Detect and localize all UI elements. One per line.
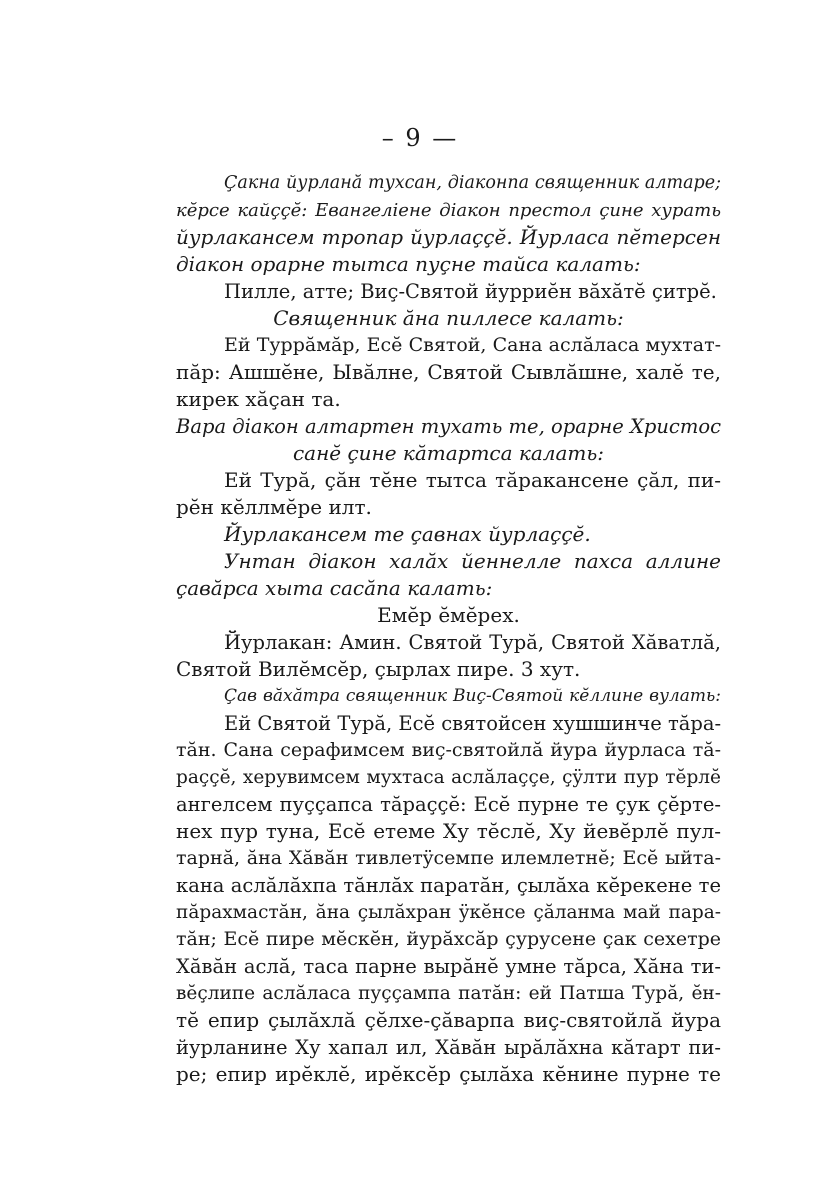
rubric-line: Çав вăхăтра священник Виç-Святой кĕллине вулать:	[224, 686, 721, 706]
text-line: тĕ епир çылăхлă çĕлхе-çăварпа виç-святойлă йура	[176, 1008, 721, 1032]
text-line: тарнă, ăна Хăвăн тивлетÿсемпе илемлетнĕ; Есĕ ыйта-	[176, 847, 721, 869]
rubric-line: санĕ çине кăтартса калать:	[292, 441, 605, 465]
text-line: Йурлакан: Амин. Святой Турă, Святой Хăватлă,	[224, 631, 721, 654]
rubric-line: çавăрса хыта сасăпа калать:	[176, 576, 493, 600]
text-line: Емĕр ĕмĕрех.	[377, 603, 520, 627]
text-line: раççĕ, херувимсем мухтаса аслăлаççе, çÿлти пур тĕрлĕ	[176, 767, 721, 788]
text-line: Ей Святой Турă, Есĕ святойсен хушшинче тăра-	[224, 712, 722, 735]
rubric-line: діакон орарне тытса пуçне тайса калать:	[176, 252, 641, 276]
text-line: тăн. Сана серафимсем виç-святойлă йура йурласа тă-	[176, 739, 721, 761]
text-line: нех пур туна, Есĕ етеме Ху тĕслĕ, Ху йевĕрлĕ пул-	[176, 819, 721, 843]
text-line: ре; епир ирĕклĕ, ирĕксĕр çылăха кĕнине пурне те	[176, 1062, 721, 1086]
text-line: пăр: Ашшĕне, Ывăлне, Святой Сывлăшне, халĕ те,	[176, 360, 721, 384]
text-line: Хăвăн аслă, таса парне вырăнĕ умне тăрса, Хăна ти-	[176, 955, 721, 978]
text-line: Пилле, атте; Виç-Святой йурриĕн вăхăтĕ çитрĕ.	[224, 280, 717, 303]
rubric-line: Йурлакансем те çавнах йурлаççĕ.	[224, 522, 591, 546]
text-line: йурланине Ху хапал ил, Хăвăн ырăлăхна кăтарт пи-	[176, 1036, 721, 1059]
text-line: пăрахмастăн, ăна çылăхран ÿкĕнсе çăланма май пара-	[176, 902, 721, 923]
text-line: вĕçлипе аслăласа пуççампа патăн: ей Патша Турă, ĕн-	[176, 983, 721, 1004]
text-line: ангелсем пуççапса тăраççĕ: Есĕ пурне те çук çĕрте-	[176, 793, 721, 816]
page-body	[176, 170, 721, 1088]
rubric-line: йурлакансем тропар йурлаççĕ. Йурласа пĕтерсен	[176, 225, 721, 249]
text-line: тăн; Есĕ пире мĕскĕн, йурăхсăр çурусене çак сехетре	[176, 928, 721, 950]
text-line: Ей Турă, çăн тĕне тытса тăракансене çăл, пи-	[224, 468, 721, 492]
rubric-line: Унтан діакон халăх йеннелле пахса аллине	[224, 549, 721, 573]
text-line: Ей Туррăмăр, Есĕ Святой, Сана аслăласа мухтат-	[224, 334, 721, 356]
text-line: кана аслăлăхпа тăнлăх паратăн, çылăха кĕрекене те	[176, 874, 721, 897]
text-line: рĕн кĕллмĕре илт.	[176, 495, 372, 519]
rubric-line: Çакна йурланă тухсан, діаконпа священник алтаре;	[224, 173, 721, 193]
text-line: Святой Вилĕмсĕр, çырлах пире. 3 хут.	[176, 657, 581, 681]
rubric-line: кĕрсе кайççĕ: Евангеліене діакон престол çине хурать	[176, 200, 721, 221]
rubric-line: Вара діакон алтартен тухать те, орарне Христос	[176, 415, 721, 438]
rubric-line: Священник ăна пиллесе калать:	[273, 306, 624, 330]
text-line: кирек хăçан та.	[176, 387, 341, 411]
page-number: – 9 —	[381, 124, 459, 152]
